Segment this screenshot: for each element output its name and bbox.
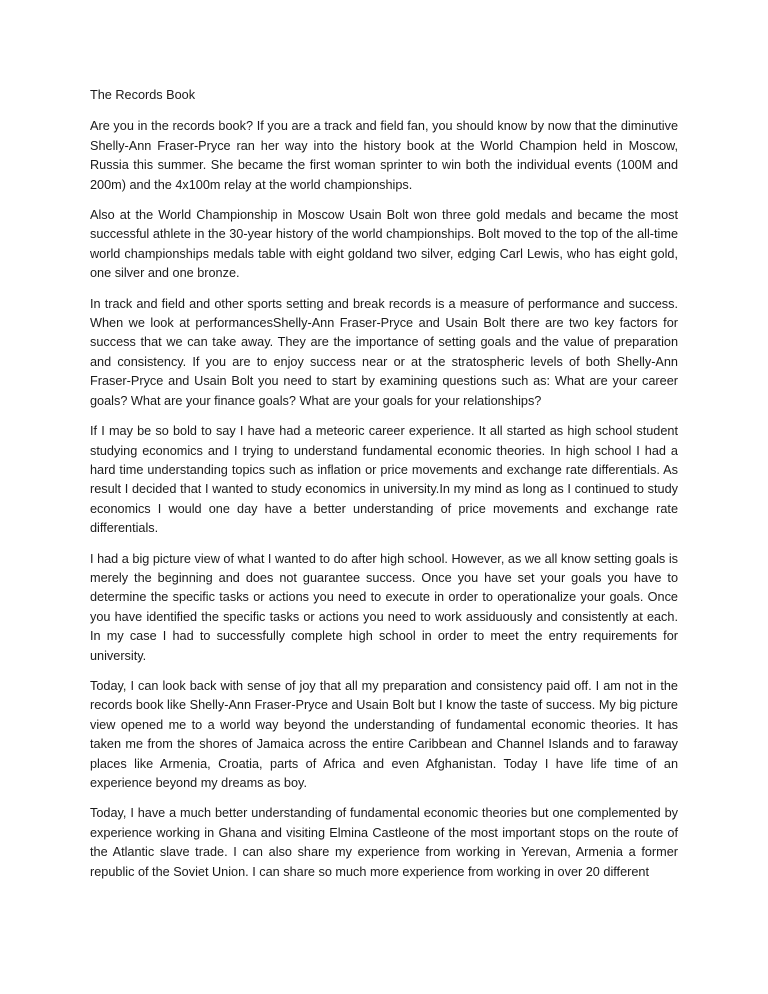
- document-title: The Records Book: [90, 88, 196, 102]
- paragraph-1: Are you in the records book? If you are a track and field fan, you should know by now that the diminutive Shelly-Ann Fraser-Pryce ran her way into the history book at the World Champion held in Moscow, Russia this summer. She became the first woman sprinter to win both the individual events (100M and 200m) and the 4x100m relay at the world championships.: [90, 119, 678, 192]
- paragraph-4: If I may be so bold to say I have had a meteoric career experience. It all started as high school student studying economics and I trying to understand fundamental economic theories. In high school I had a hard time understanding topics such as inflation or price movements and exchange rate differentials. As result I decided that I wanted to study economics in university.In my mind as long as I continued to study economics I would one day have a better understanding of price movements and exchange rate differentials.: [90, 424, 678, 536]
- paragraph-2: Also at the World Championship in Moscow Usain Bolt won three gold medals and became the most successful athlete in the 30-year history of the world championships. Bolt moved to the top of the all-time world championships medals table with eight goldand two silver, edging Carl Lewis, who has eight gold, one silver and one bronze.: [90, 208, 678, 281]
- paragraph-7: Today, I have a much better understanding of fundamental economic theories but one complemented by experience working in Ghana and visiting Elmina Castleone of the most important stops on the route of the Atlantic slave trade. I can also share my experience from working in Yerevan, Armenia a former republic of the Soviet Union. I can share so much more experience from working in over 20 different: [90, 806, 678, 879]
- document-body: [90, 86, 678, 893]
- paragraph-3: In track and field and other sports setting and break records is a measure of performance and success. When we look at performancesShelly-Ann Fraser-Pryce and Usain Bolt there are two key factors for success that we can take away. They are the importance of setting goals and the value of preparation and consistency. If you are to enjoy success near or at the stratospheric levels of both Shelly-Ann Fraser-Pryce and Usain Bolt you need to start by examining questions such as: What are your career goals? What are your finance goals? What are your goals for your relationships?: [90, 296, 678, 408]
- paragraph-6: Today, I can look back with sense of joy that all my preparation and consistency paid off. I am not in the records book like Shelly-Ann Fraser-Pryce and Usain Bolt but I know the taste of success. My big picture view opened me to a world way beyond the understanding of fundamental economic theories. It has taken me from the shores of Jamaica across the entire Caribbean and Channel Islands and to faraway places like Armenia, Croatia, parts of Africa and even Afghanistan. Today I have life time of an experience beyond my dreams as boy.: [90, 678, 678, 790]
- paragraph-5: I had a big picture view of what I wanted to do after high school. However, as we all know setting goals is merely the beginning and does not guarantee success. Once you have set your goals you have to determine the specific tasks or actions you need to execute in order to operationalize your goals. Once you have identified the specific tasks or actions you need to work assiduously and consistently at each. In my case I had to successfully complete high school in order to meet the entry requirements for university.: [90, 551, 678, 663]
